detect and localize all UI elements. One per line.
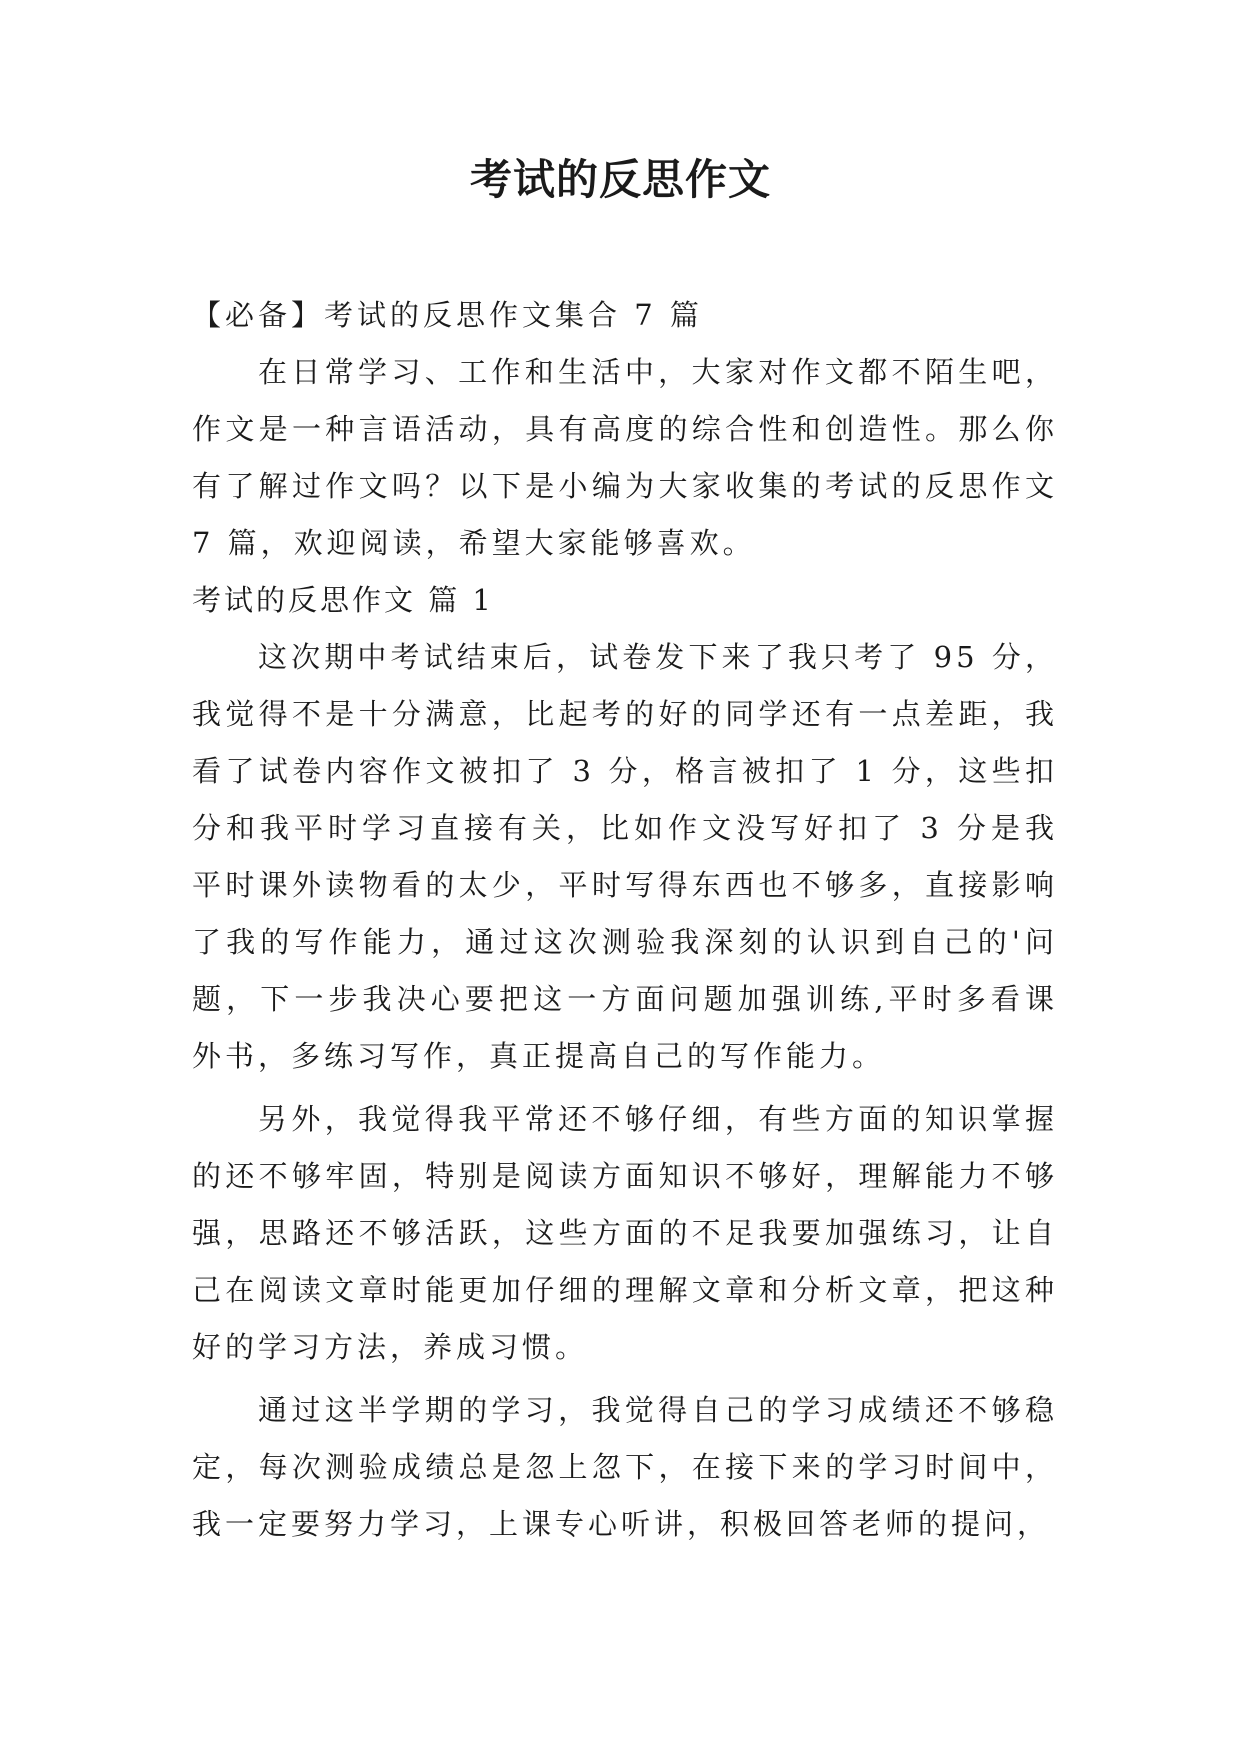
document-body (192, 287, 1058, 1553)
document-subtitle: 【必备】考试的反思作文集合 7 篇 (192, 298, 703, 332)
body-paragraph: 这次期中考试结束后，试卷发下来了我只考了 95 分，我觉得不是十分满意，比起考的好的同学还有一点差距，我看了试卷内容作文被扣了 3 分，格言被扣了 1 分，这些扣分和我平时学习直接有关，比如作文没写好扣了 3 分是我平时课外读物看的太少，平时写得东西也不够多，直接影响了我的写作能力，通过这次测验我深刻的认识到自己的'问题，下一步我决心要把这一方面问题加强训练,平时多看课外书，多练习写作，真正提高自己的写作能力。 (192, 640, 1058, 1073)
intro-paragraph: 在日常学习、工作和生活中，大家对作文都不陌生吧，作文是一种言语活动，具有高度的综合性和创造性。那么你有了解过作文吗？以下是小编为大家收集的考试的反思作文 7 篇，欢迎阅读，希望大家能够喜欢。 (192, 355, 1058, 560)
document-title: 考试的反思作文 (469, 155, 771, 204)
body-paragraph: 另外，我觉得我平常还不够仔细，有些方面的知识掌握的还不够牢固，特别是阅读方面知识不够好，理解能力不够强，思路还不够活跃，这些方面的不足我要加强练习，让自己在阅读文章时能更加仔细的理解文章和分析文章，把这种好的学习方法，养成习惯。 (192, 1102, 1058, 1364)
section-heading: 考试的反思作文 篇 1 (192, 583, 494, 617)
body-paragraph: 通过这半学期的学习，我觉得自己的学习成绩还不够稳定，每次测验成绩总是忽上忽下，在接下来的学习时间中，我一定要努力学习，上课专心听讲，积极回答老师的提问， (192, 1393, 1058, 1541)
